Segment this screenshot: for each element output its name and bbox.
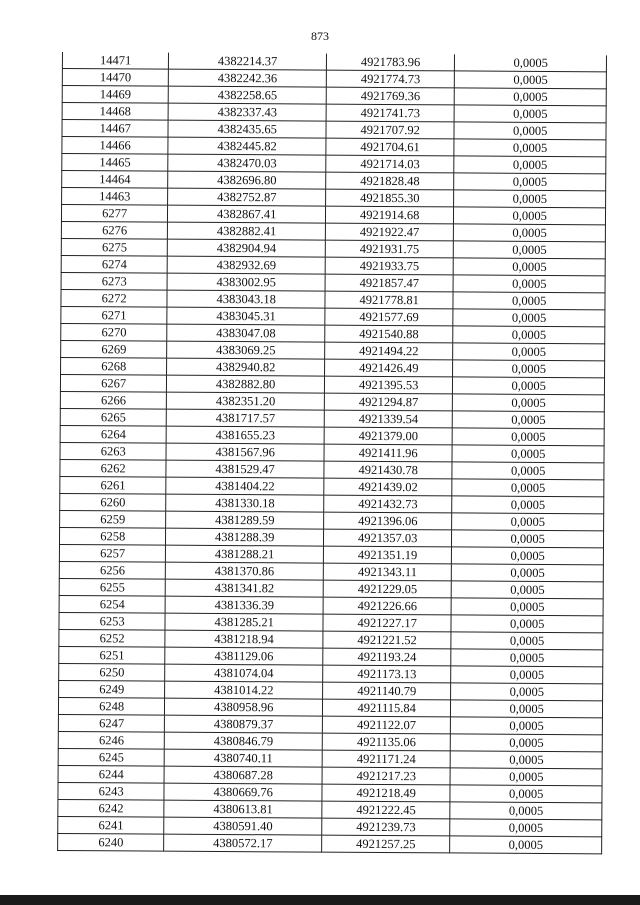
point-number-cell: 6277 (61, 205, 167, 223)
tolerance-cell: 0,0005 (452, 530, 604, 548)
tolerance-cell: 0,0005 (454, 241, 606, 259)
x-coordinate-cell: 4381370.86 (166, 562, 324, 580)
point-number-cell: 6258 (59, 527, 165, 545)
tolerance-cell: 0,0005 (454, 224, 606, 242)
x-coordinate-cell: 4382214.37 (169, 53, 327, 70)
point-number-cell: 6259 (60, 510, 166, 528)
x-coordinate-cell: 4382351.20 (167, 392, 325, 410)
point-number-cell: 14463 (62, 188, 168, 206)
y-coordinate-cell: 4921922.47 (325, 223, 454, 241)
x-coordinate-cell: 4382696.80 (168, 171, 326, 189)
tolerance-cell: 0,0005 (453, 292, 605, 310)
y-coordinate-cell: 4921707.92 (326, 121, 455, 139)
x-coordinate-cell: 4381218.94 (165, 630, 323, 648)
point-number-cell: 6251 (59, 646, 165, 664)
point-number-cell: 6261 (60, 476, 166, 494)
y-coordinate-cell: 4921257.25 (322, 835, 451, 853)
point-number-cell: 6260 (60, 493, 166, 511)
tolerance-cell: 0,0005 (452, 564, 604, 582)
page-number: 873 (311, 29, 329, 43)
x-coordinate-cell: 4382940.82 (167, 358, 325, 376)
point-number-cell: 6248 (58, 697, 164, 715)
y-coordinate-cell: 4921226.66 (323, 597, 452, 615)
tolerance-cell: 0,0005 (451, 615, 603, 633)
point-number-cell: 6262 (60, 459, 166, 477)
x-coordinate-cell: 4382752.87 (168, 188, 326, 206)
tolerance-cell: 0,0005 (454, 207, 606, 225)
tolerance-cell: 0,0005 (455, 88, 607, 106)
tolerance-cell: 0,0005 (450, 819, 602, 837)
point-number-cell: 6276 (61, 221, 167, 239)
table-row (58, 833, 602, 853)
y-coordinate-cell: 4921439.02 (324, 478, 453, 496)
point-number-cell: 6243 (58, 782, 164, 800)
x-coordinate-cell: 4380669.76 (164, 783, 322, 801)
point-number-cell: 6257 (59, 544, 165, 562)
point-number-cell: 6249 (59, 680, 165, 698)
tolerance-cell: 0,0005 (453, 326, 605, 344)
x-coordinate-cell: 4380879.37 (165, 715, 323, 733)
point-number-cell: 6254 (59, 595, 165, 613)
y-coordinate-cell: 4921774.73 (326, 70, 455, 88)
tolerance-cell: 0,0005 (451, 734, 603, 752)
tolerance-cell: 0,0005 (450, 802, 602, 820)
tolerance-cell: 0,0005 (455, 54, 607, 71)
y-coordinate-cell: 4921828.48 (326, 172, 455, 190)
point-number-cell: 6273 (61, 272, 167, 290)
point-number-cell: 14464 (62, 171, 168, 189)
x-coordinate-cell: 4383002.95 (167, 273, 325, 291)
tolerance-cell: 0,0005 (453, 411, 605, 429)
point-number-cell: 14469 (62, 86, 168, 104)
x-coordinate-cell: 4381341.82 (166, 579, 324, 597)
point-number-cell: 14467 (62, 120, 168, 138)
x-coordinate-cell: 4380687.28 (164, 766, 322, 784)
y-coordinate-cell: 4921577.69 (325, 308, 454, 326)
point-number-cell: 6268 (61, 357, 167, 375)
y-coordinate-cell: 4921339.54 (324, 410, 453, 428)
x-coordinate-cell: 4383069.25 (167, 341, 325, 359)
point-number-cell: 6272 (61, 289, 167, 307)
tolerance-cell: 0,0005 (452, 445, 604, 463)
tolerance-cell: 0,0005 (451, 649, 603, 667)
tolerance-cell: 0,0005 (454, 173, 606, 191)
tolerance-cell: 0,0005 (454, 122, 606, 140)
y-coordinate-cell: 4921426.49 (324, 359, 453, 377)
x-coordinate-cell: 4380740.11 (165, 749, 323, 767)
y-coordinate-cell: 4921218.49 (322, 784, 451, 802)
x-coordinate-cell: 4380958.96 (165, 698, 323, 716)
y-coordinate-cell: 4921294.87 (324, 393, 453, 411)
point-number-cell: 6270 (61, 323, 167, 341)
tolerance-cell: 0,0005 (452, 581, 604, 599)
tolerance-cell: 0,0005 (455, 105, 607, 123)
table-body (58, 52, 607, 854)
x-coordinate-cell: 4382445.82 (168, 137, 326, 155)
x-coordinate-cell: 4383047.08 (167, 324, 325, 342)
point-number-cell: 14465 (62, 154, 168, 172)
y-coordinate-cell: 4921914.68 (325, 206, 454, 224)
y-coordinate-cell: 4921432.73 (324, 495, 453, 513)
x-coordinate-cell: 4381288.21 (166, 545, 324, 563)
x-coordinate-cell: 4381330.18 (166, 494, 324, 512)
y-coordinate-cell: 4921933.75 (325, 257, 454, 275)
y-coordinate-cell: 4921494.22 (325, 342, 454, 360)
y-coordinate-cell: 4921171.24 (322, 750, 451, 768)
tolerance-cell: 0,0005 (452, 547, 604, 565)
y-coordinate-cell: 4921714.03 (326, 155, 455, 173)
tolerance-cell: 0,0005 (453, 343, 605, 361)
tolerance-cell: 0,0005 (451, 666, 603, 684)
y-coordinate-cell: 4921357.03 (323, 529, 452, 547)
x-coordinate-cell: 4380591.40 (164, 817, 322, 835)
tolerance-cell: 0,0005 (452, 513, 604, 531)
y-coordinate-cell: 4921351.19 (323, 546, 452, 564)
y-coordinate-cell: 4921222.45 (322, 801, 451, 819)
point-number-cell: 14468 (62, 103, 168, 121)
x-coordinate-cell: 4381529.47 (166, 460, 324, 478)
y-coordinate-cell: 4921430.78 (324, 461, 453, 479)
y-coordinate-cell: 4921239.73 (322, 818, 451, 836)
point-number-cell: 6253 (59, 612, 165, 630)
point-number-cell: 6266 (60, 391, 166, 409)
tolerance-cell: 0,0005 (451, 683, 603, 701)
y-coordinate-cell: 4921396.06 (324, 512, 453, 530)
point-number-cell: 6256 (59, 561, 165, 579)
y-coordinate-cell: 4921769.36 (326, 87, 455, 105)
tolerance-cell: 0,0005 (450, 768, 602, 786)
x-coordinate-cell: 4382435.65 (168, 120, 326, 138)
tolerance-cell: 0,0005 (453, 309, 605, 327)
point-number-cell: 6265 (60, 408, 166, 426)
point-number-cell: 6274 (61, 255, 167, 273)
point-number-cell: 6255 (59, 578, 165, 596)
y-coordinate-cell: 4921783.96 (326, 54, 455, 71)
point-number-cell: 6275 (61, 238, 167, 256)
point-number-cell: 6267 (60, 374, 166, 392)
y-coordinate-cell: 4921704.61 (326, 138, 455, 156)
x-coordinate-cell: 4382470.03 (168, 154, 326, 172)
tolerance-cell: 0,0005 (450, 836, 602, 854)
y-coordinate-cell: 4921227.17 (323, 614, 452, 632)
x-coordinate-cell: 4383043.18 (167, 290, 325, 308)
y-coordinate-cell: 4921122.07 (322, 716, 451, 734)
x-coordinate-cell: 4380846.79 (165, 732, 323, 750)
y-coordinate-cell: 4921379.00 (324, 427, 453, 445)
x-coordinate-cell: 4381404.22 (166, 477, 324, 495)
x-coordinate-cell: 4380572.17 (164, 834, 322, 852)
x-coordinate-cell: 4382882.41 (168, 222, 326, 240)
tolerance-cell: 0,0005 (450, 785, 602, 803)
y-coordinate-cell: 4921229.05 (323, 580, 452, 598)
point-number-cell: 14466 (62, 137, 168, 155)
y-coordinate-cell: 4921741.73 (326, 104, 455, 122)
tolerance-cell: 0,0005 (454, 190, 606, 208)
tolerance-cell: 0,0005 (451, 717, 603, 735)
x-coordinate-cell: 4382904.94 (168, 239, 326, 257)
x-coordinate-cell: 4381336.39 (165, 596, 323, 614)
tolerance-cell: 0,0005 (452, 496, 604, 514)
x-coordinate-cell: 4383045.31 (167, 307, 325, 325)
point-number-cell: 6252 (59, 629, 165, 647)
y-coordinate-cell: 4921221.52 (323, 631, 452, 649)
point-number-cell: 6264 (60, 425, 166, 443)
x-coordinate-cell: 4381074.04 (165, 664, 323, 682)
tolerance-cell: 0,0005 (452, 479, 604, 497)
tolerance-cell: 0,0005 (452, 598, 604, 616)
x-coordinate-cell: 4382337.43 (168, 103, 326, 121)
tolerance-cell: 0,0005 (451, 751, 603, 769)
y-coordinate-cell: 4921140.79 (323, 682, 452, 700)
x-coordinate-cell: 4382258.65 (169, 86, 327, 104)
point-number-cell: 14470 (62, 69, 168, 87)
y-coordinate-cell: 4921857.47 (325, 274, 454, 292)
x-coordinate-cell: 4382867.41 (168, 205, 326, 223)
point-number-cell: 6245 (58, 748, 164, 766)
scan-edge (0, 895, 640, 905)
x-coordinate-cell: 4381288.39 (166, 528, 324, 546)
x-coordinate-cell: 4381655.23 (167, 426, 325, 444)
x-coordinate-cell: 4382932.69 (168, 256, 326, 274)
x-coordinate-cell: 4382242.36 (169, 69, 327, 87)
tolerance-cell: 0,0005 (453, 377, 605, 395)
tolerance-cell: 0,0005 (453, 360, 605, 378)
y-coordinate-cell: 4921135.06 (322, 733, 451, 751)
tolerance-cell: 0,0005 (453, 394, 605, 412)
point-number-cell: 6250 (59, 663, 165, 681)
x-coordinate-cell: 4382882.80 (167, 375, 325, 393)
x-coordinate-cell: 4381014.22 (165, 681, 323, 699)
point-number-cell: 14471 (62, 52, 168, 69)
y-coordinate-cell: 4921115.84 (322, 699, 451, 717)
point-number-cell: 6269 (61, 340, 167, 358)
y-coordinate-cell: 4921395.53 (324, 376, 453, 394)
y-coordinate-cell: 4921931.75 (325, 240, 454, 258)
x-coordinate-cell: 4381717.57 (167, 409, 325, 427)
point-number-cell: 6247 (58, 714, 164, 732)
tolerance-cell: 0,0005 (454, 258, 606, 276)
x-coordinate-cell: 4381285.21 (165, 613, 323, 631)
point-number-cell: 6271 (61, 306, 167, 324)
x-coordinate-cell: 4381289.59 (166, 511, 324, 529)
tolerance-cell: 0,0005 (451, 632, 603, 650)
point-number-cell: 6242 (58, 799, 164, 817)
y-coordinate-cell: 4921411.96 (324, 444, 453, 462)
point-number-cell: 6244 (58, 765, 164, 783)
y-coordinate-cell: 4921343.11 (323, 563, 452, 581)
tolerance-cell: 0,0005 (455, 71, 607, 89)
y-coordinate-cell: 4921778.81 (325, 291, 454, 309)
y-coordinate-cell: 4921855.30 (326, 189, 455, 207)
y-coordinate-cell: 4921217.23 (322, 767, 451, 785)
tolerance-cell: 0,0005 (451, 700, 603, 718)
tolerance-cell: 0,0005 (453, 428, 605, 446)
tolerance-cell: 0,0005 (453, 275, 605, 293)
point-number-cell: 6240 (58, 833, 164, 851)
point-number-cell: 6246 (58, 731, 164, 749)
coordinates-table (57, 52, 607, 854)
x-coordinate-cell: 4380613.81 (164, 800, 322, 818)
x-coordinate-cell: 4381567.96 (166, 443, 324, 461)
y-coordinate-cell: 4921173.13 (323, 665, 452, 683)
tolerance-cell: 0,0005 (454, 139, 606, 157)
point-number-cell: 6263 (60, 442, 166, 460)
y-coordinate-cell: 4921193.24 (323, 648, 452, 666)
y-coordinate-cell: 4921540.88 (325, 325, 454, 343)
tolerance-cell: 0,0005 (452, 462, 604, 480)
tolerance-cell: 0,0005 (454, 156, 606, 174)
x-coordinate-cell: 4381129.06 (165, 647, 323, 665)
point-number-cell: 6241 (58, 816, 164, 834)
